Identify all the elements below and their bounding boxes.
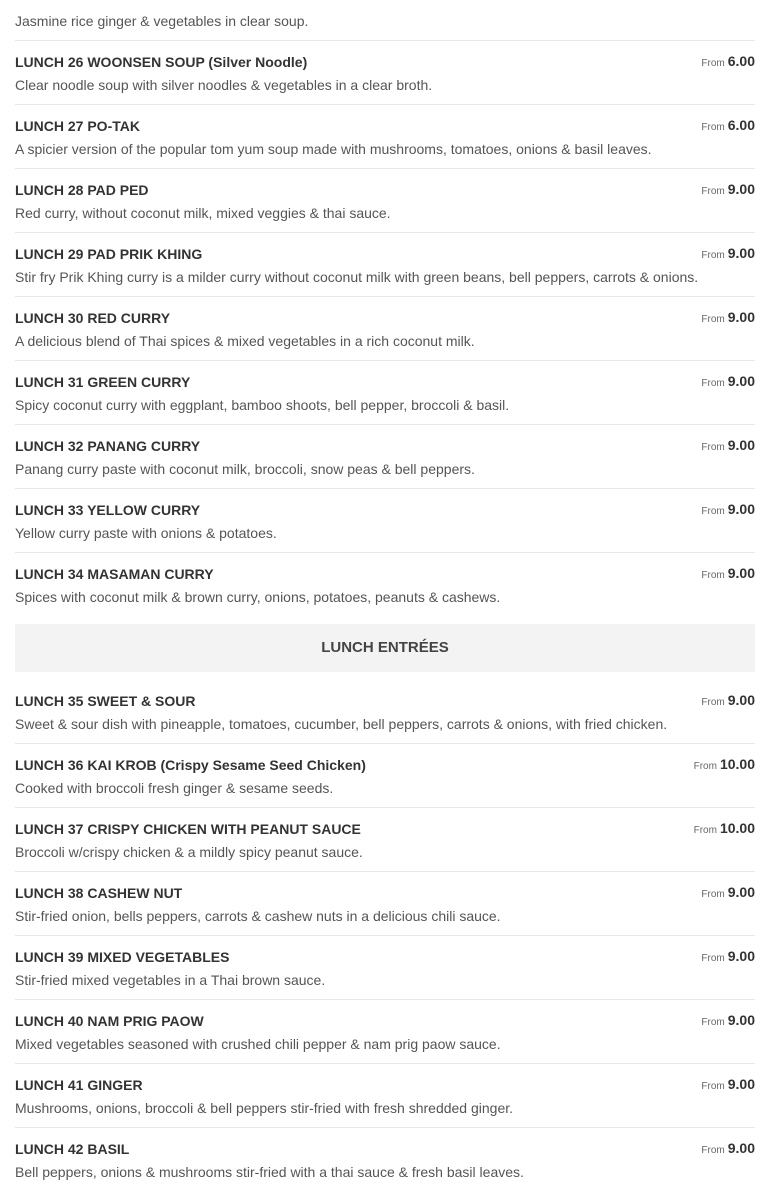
menu-item-description: Bell peppers, onions & mushrooms stir-fried with a thai sauce & fresh basil leaves. [15, 1164, 524, 1180]
section-header: LUNCH ENTRÉES [15, 624, 755, 672]
price-from-label: From [693, 761, 717, 772]
menu-item-description: Spices with coconut milk & brown curry, onions, potatoes, peanuts & cashews. [15, 589, 501, 605]
menu-item-name: LUNCH 37 CRISPY CHICKEN WITH PEANUT SAUCE [15, 821, 361, 837]
menu-item-name: LUNCH 26 WOONSEN SOUP (Silver Noodle) [15, 54, 308, 70]
menu-item-description: Panang curry paste with coconut milk, broccoli, snow peas & bell peppers. [15, 461, 475, 477]
menu-item-description: Mushrooms, onions, broccoli & bell peppers stir-fried with fresh shredded ginger. [15, 1100, 514, 1116]
menu-item[interactable] [15, 808, 755, 872]
menu-item-name: LUNCH 34 MASAMAN CURRY [15, 566, 214, 582]
menu-item[interactable] [15, 361, 755, 425]
menu-item-name: LUNCH 35 SWEET & SOUR [15, 693, 196, 709]
price-from-label: From [701, 314, 725, 325]
menu-item[interactable] [15, 169, 755, 233]
price-value: 9.00 [727, 309, 755, 325]
menu-item-price [694, 756, 755, 774]
menu-item-description: Spicy coconut curry with eggplant, bamboo shoots, bell pepper, broccoli & basil. [15, 397, 510, 413]
price-from-label: From [701, 58, 725, 69]
price-value: 9.00 [727, 181, 755, 197]
menu-item-description: Mixed vegetables seasoned with crushed chili pepper & nam prig paow sauce. [15, 1036, 501, 1052]
menu-item-name: LUNCH 29 PAD PRIK KHING [15, 246, 203, 262]
menu-item-name: LUNCH 32 PANANG CURRY [15, 438, 201, 454]
price-value: 6.00 [727, 53, 755, 69]
price-value: 9.00 [727, 373, 755, 389]
price-from-label: From [693, 825, 717, 836]
menu-item-name: LUNCH 38 CASHEW NUT [15, 885, 183, 901]
menu-item-price [701, 948, 755, 966]
price-from-label: From [701, 1145, 725, 1156]
menu-item-name: LUNCH 30 RED CURRY [15, 310, 171, 326]
price-from-label: From [701, 122, 725, 133]
menu-item-price [701, 245, 755, 263]
menu-item-name: LUNCH 27 PO-TAK [15, 118, 140, 134]
price-from-label: From [701, 250, 725, 261]
menu-item-description: Sweet & sour dish with pineapple, tomatoes, cucumber, bell peppers, carrots & onions, with fried chicken. [15, 716, 668, 732]
price-from-label: From [701, 442, 725, 453]
menu-item-name: LUNCH 36 KAI KROB (Crispy Sesame Seed Chicken) [15, 757, 366, 773]
menu-item-description: Stir fry Prik Khing curry is a milder curry without coconut milk with green beans, bell peppers, carrots & onions. [15, 269, 699, 285]
menu-item[interactable] [15, 1064, 755, 1128]
menu-item-price [701, 181, 755, 199]
price-value: 9.00 [727, 501, 755, 517]
menu-item-name: LUNCH 33 YELLOW CURRY [15, 502, 201, 518]
price-from-label: From [701, 506, 725, 517]
menu-item-name: LUNCH 40 NAM PRIG PAOW [15, 1013, 204, 1029]
menu-item-description: Stir-fried mixed vegetables in a Thai brown sauce. [15, 972, 326, 988]
menu-item[interactable] [15, 872, 755, 936]
menu-item-price [701, 309, 755, 327]
price-from-label: From [701, 953, 725, 964]
menu-item-description: Broccoli w/crispy chicken & a mildly spicy peanut sauce. [15, 844, 363, 860]
menu-item-name: LUNCH 41 GINGER [15, 1077, 143, 1093]
price-from-label: From [701, 378, 725, 389]
menu-item-description: A delicious blend of Thai spices & mixed vegetables in a rich coconut milk. [15, 333, 475, 349]
menu-item-description: A spicier version of the popular tom yum soup made with mushrooms, tomatoes, onions & basil leaves. [15, 141, 652, 157]
menu-item-price [701, 1012, 755, 1030]
menu-item[interactable] [15, 680, 755, 744]
price-from-label: From [701, 889, 725, 900]
menu-item-name: LUNCH 28 PAD PED [15, 182, 149, 198]
price-value: 9.00 [727, 948, 755, 964]
menu-item[interactable] [15, 1128, 755, 1191]
menu-item[interactable] [15, 425, 755, 489]
price-value: 9.00 [727, 437, 755, 453]
menu-item-description: Stir-fried onion, bells peppers, carrots & cashew nuts in a delicious chili sauce. [15, 908, 501, 924]
menu-item-name: LUNCH 39 MIXED VEGETABLES [15, 949, 230, 965]
menu-item[interactable] [15, 297, 755, 361]
menu-item-price [701, 437, 755, 455]
price-value: 9.00 [727, 1140, 755, 1156]
menu-item[interactable] [15, 553, 755, 616]
menu-item[interactable] [15, 105, 755, 169]
price-from-label: From [701, 1081, 725, 1092]
menu-item-price [701, 1076, 755, 1094]
menu-item-price [701, 117, 755, 135]
menu-item-price [701, 1140, 755, 1158]
menu-item-description: Red curry, without coconut milk, mixed veggies & thai sauce. [15, 205, 391, 221]
price-value: 9.00 [727, 692, 755, 708]
menu-item-price [701, 565, 755, 583]
price-value: 9.00 [727, 1012, 755, 1028]
price-value: 9.00 [727, 245, 755, 261]
price-value: 9.00 [727, 1076, 755, 1092]
menu-item-price [701, 53, 755, 71]
menu-item[interactable] [15, 744, 755, 808]
price-value: 9.00 [727, 884, 755, 900]
menu-item-name: LUNCH 42 BASIL [15, 1141, 130, 1157]
menu-item[interactable] [15, 1000, 755, 1064]
menu-item-description: Yellow curry paste with onions & potatoes. [15, 525, 277, 541]
menu-item-name: LUNCH 31 GREEN CURRY [15, 374, 191, 390]
menu-item[interactable] [15, 233, 755, 297]
menu-list [15, 0, 755, 1191]
menu-item[interactable] [15, 0, 755, 41]
menu-item-description: Clear noodle soup with silver noodles & vegetables in a clear broth. [15, 77, 433, 93]
menu-item-description: Cooked with broccoli fresh ginger & sesame seeds. [15, 780, 334, 796]
menu-item-price [701, 692, 755, 710]
price-value: 10.00 [719, 756, 755, 772]
menu-item[interactable] [15, 936, 755, 1000]
price-from-label: From [701, 697, 725, 708]
price-value: 6.00 [727, 117, 755, 133]
price-value: 10.00 [719, 820, 755, 836]
price-from-label: From [701, 1017, 725, 1028]
menu-item-price [701, 373, 755, 391]
price-value: 9.00 [727, 565, 755, 581]
menu-item-price [701, 884, 755, 902]
menu-item[interactable] [15, 489, 755, 553]
menu-item-price [694, 820, 755, 838]
price-from-label: From [701, 570, 725, 581]
menu-item[interactable] [15, 41, 755, 105]
menu-item-price [701, 501, 755, 519]
menu-item-description: Jasmine rice ginger & vegetables in clear soup. [15, 13, 309, 29]
price-from-label: From [701, 186, 725, 197]
